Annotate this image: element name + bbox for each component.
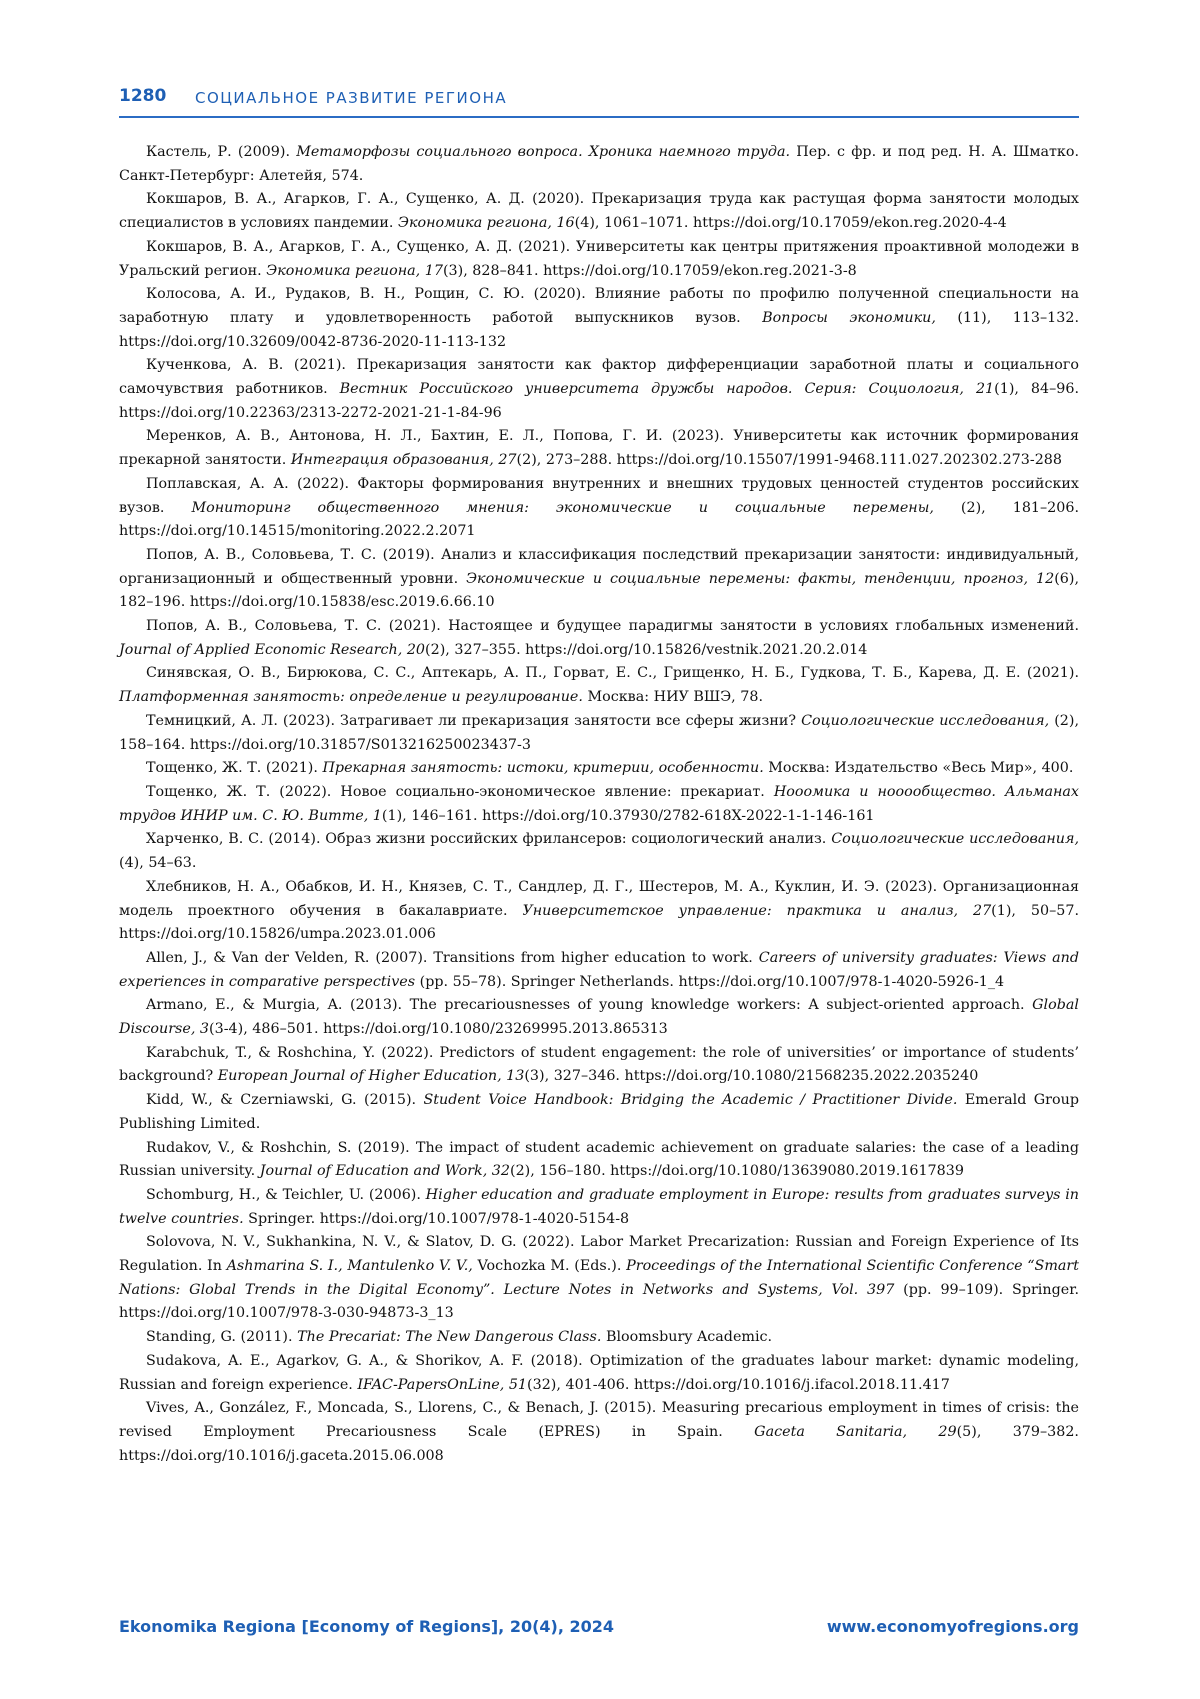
reference-entry	[119, 1042, 1079, 1089]
reference-source-italic: Экономика региона, 16	[398, 215, 575, 232]
reference-entry	[119, 615, 1079, 662]
reference-entry	[119, 1326, 1079, 1350]
reference-source-italic: Экономика региона, 17	[266, 262, 443, 279]
reference-source-italic: Ashmarina S. I., Mantulenko V. V.,	[226, 1258, 473, 1275]
reference-text: (2), 158–164. https://doi.org/10.31857/S013216250023437-3	[119, 712, 1080, 753]
reference-text: Schomburg, H., & Teichler, U. (2006).	[146, 1186, 426, 1203]
reference-entry	[119, 828, 1079, 875]
reference-text: (pp. 99–109). Springer. https://doi.org/10.1007/978-3-030-94873-3_13	[119, 1281, 1080, 1322]
reference-text: Пер. с фр. и под ред. Н. А. Шматко. Санкт-Петербург: Алетейя, 574.	[119, 144, 1079, 184]
reference-text: Харченко, В. С. (2014). Образ жизни российских фрилансеров: социологический анализ.	[146, 831, 832, 848]
reference-text: (pp. 55–78). Springer Netherlands. https://doi.org/10.1007/978-1-4020-5926-1_4	[415, 973, 1005, 990]
reference-source-italic: Прекарная занятость: истоки, критерии, особенности.	[322, 760, 764, 777]
section-title: СОЦИАЛЬНОЕ РАЗВИТИЕ РЕГИОНА	[195, 89, 508, 107]
reference-entry	[119, 1397, 1079, 1468]
reference-text: Standing, G. (2011).	[146, 1329, 298, 1346]
journal-website-link[interactable]: www.economyofregions.org	[826, 1617, 1079, 1636]
reference-source-italic: IFAC-PapersOnLine, 51	[357, 1376, 528, 1393]
reference-text: (1), 146–161. https://doi.org/10.37930/2782-618X-2022-1-1-146-161	[381, 807, 875, 824]
journal-citation: Ekonomika Regiona [Economy of Regions], 20(4), 2024	[119, 1617, 615, 1636]
reference-entry	[119, 994, 1079, 1041]
reference-text: Кученкова, А. В. (2021). Прекаризация занятости как фактор дифференциации заработной платы и социального самочувствия работников.	[119, 357, 1079, 398]
reference-entry	[119, 1184, 1079, 1231]
reference-text: Москва: НИУ ВШЭ, 78.	[582, 689, 764, 706]
reference-text: (32), 401-406. https://doi.org/10.1016/j.ifacol.2018.11.417	[527, 1376, 950, 1393]
reference-entry	[119, 757, 1079, 781]
reference-entry	[119, 710, 1079, 757]
reference-entry	[119, 473, 1079, 544]
header-divider	[119, 116, 1079, 118]
reference-text: Armano, E., & Murgia, A. (2013). The precariousnesses of young knowledge workers: A subject-oriented approach.	[146, 997, 1033, 1014]
reference-entry	[119, 141, 1079, 188]
reference-text: Кокшаров, В. А., Агарков, Г. А., Сущенко, А. Д. (2020). Прекаризация труда как растущая форма занятости молодых специалистов в условиях пандемии.	[119, 191, 1079, 232]
reference-text: Попов, А. В., Соловьева, Т. С. (2021). Настоящее и будущее парадигмы занятости в условиях глобальных изменений.	[146, 618, 1079, 635]
reference-entry	[119, 354, 1079, 425]
reference-text: Кастель, Р. (2009).	[146, 144, 297, 160]
reference-source-italic: Вопросы экономики,	[762, 309, 936, 326]
reference-entry	[119, 188, 1079, 235]
reference-list	[119, 141, 1079, 1468]
reference-source-italic: Экономические и социальные перемены: факты, тенденции, прогноз, 12	[466, 570, 1055, 587]
reference-entry	[119, 1089, 1079, 1136]
reference-entry	[119, 544, 1079, 615]
reference-source-italic: Университетское управление: практика и анализ, 27	[522, 902, 992, 919]
reference-text: Колосова, А. И., Рудаков, В. Н., Рощин, С. Ю. (2020). Влияние работы по профилю полученной специальности на заработную плату и удовлетворенность работой выпускников вузов.	[119, 286, 1079, 326]
reference-source-italic: Социологические исследования,	[801, 712, 1050, 729]
reference-source-italic: Платформенная занятость: определение и регулирование.	[119, 689, 583, 706]
reference-text: (2), 273–288. https://doi.org/10.15507/1991-9468.111.027.202302.273-288	[516, 452, 1062, 469]
reference-entry	[119, 781, 1079, 828]
reference-text: Kidd, W., & Czerniawski, G. (2015).	[146, 1092, 424, 1109]
reference-source-italic: The Precariat: The New Dangerous Class.	[297, 1329, 602, 1346]
reference-source-italic: Мониторинг общественного мнения: экономические и социальные перемены,	[191, 499, 934, 516]
reference-text: Vochozka M. (Eds.).	[472, 1258, 627, 1275]
reference-text: (4), 1061–1071. https://doi.org/10.17059/ekon.reg.2020-4-4	[574, 215, 1007, 232]
reference-source-italic: Gaceta Sanitaria, 29	[754, 1423, 957, 1440]
reference-text: (3), 828–841. https://doi.org/10.17059/ekon.reg.2021-3-8	[442, 262, 857, 279]
reference-text: (2), 181–206. https://doi.org/10.14515/monitoring.2022.2.2071	[119, 499, 1079, 540]
page-header	[119, 86, 1079, 116]
reference-source-italic: Интеграция образования, 27	[290, 452, 517, 469]
reference-source-italic: Proceedings of the International Scientific Conference “Smart Nations: Global Trends in the Digital Economy”. Lecture Notes in Networks and Systems, Vol. 397	[119, 1258, 1079, 1298]
reference-text: (5), 379–382. https://doi.org/10.1016/j.gaceta.2015.06.008	[119, 1423, 1079, 1464]
reference-entry	[119, 283, 1079, 354]
reference-text: Тощенко, Ж. Т. (2021).	[146, 760, 323, 777]
reference-text: (2), 327–355. https://doi.org/10.15826/vestnik.2021.20.2.014	[425, 641, 868, 658]
reference-text: Меренков, А. В., Антонова, Н. Л., Бахтин, Е. Л., Попова, Г. И. (2023). Университеты как источник формирования прекарной занятости.	[119, 428, 1079, 469]
reference-text: Попов, А. В., Соловьева, Т. С. (2019). Анализ и классификация последствий прекаризации занятости: индивидуальный, организационный и общественный уровни.	[119, 546, 1079, 587]
reference-text: (6), 182–196. https://doi.org/10.15838/esc.2019.6.66.10	[119, 570, 1079, 611]
reference-source-italic: Journal of Education and Work, 32	[259, 1163, 510, 1180]
reference-text: (3-4), 486–501. https://doi.org/10.1080/23269995.2013.865313	[209, 1021, 668, 1038]
reference-text: Rudakov, V., & Roshchin, S. (2019). The impact of student academic achievement on graduate salaries: the case of a leading Russian university.	[119, 1139, 1079, 1180]
reference-text: Синявская, О. В., Бирюкова, С. С., Аптекарь, А. П., Горват, Е. С., Грищенко, Н. Б., Гудкова, Т. Б., Карева, Д. Е. (2021).	[146, 665, 1079, 682]
reference-text: Vives, A., González, F., Moncada, S., Llorens, C., & Benach, J. (2015). Measuring precarious employment in times of crisis: the revised Employment Precariousness Scale (EPRES) in Spain.	[119, 1400, 1079, 1440]
reference-entry	[119, 425, 1079, 472]
reference-source-italic: Социологические исследования,	[831, 831, 1079, 848]
reference-source-italic: Higher education and graduate employment in Europe: results from graduates surveys in twelve countries.	[119, 1186, 1079, 1227]
reference-text: (3), 327–346. https://doi.org/10.1080/21568235.2022.2035240	[524, 1068, 979, 1085]
reference-text: (2), 156–180. https://doi.org/10.1080/13639080.2019.1617839	[510, 1163, 964, 1180]
reference-entry	[119, 236, 1079, 283]
reference-entry	[119, 947, 1079, 994]
reference-entry	[119, 1231, 1079, 1326]
reference-text: Springer. https://doi.org/10.1007/978-1-4020-5154-8	[243, 1210, 630, 1227]
reference-text: (11), 113–132. https://doi.org/10.32609/0042-8736-2020-11-113-132	[119, 309, 1080, 350]
reference-source-italic: Нооомика и нооообщество. Альманах трудов ИНИР им. С. Ю. Витте, 1	[119, 783, 1079, 824]
reference-text: Karabchuk, T., & Roshchina, Y. (2022). Predictors of student engagement: the role of universities’ or importance of students’ background?	[119, 1044, 1079, 1085]
reference-source-italic: Global Discourse, 3	[119, 997, 1079, 1038]
reference-source-italic: Careers of university graduates: Views and experiences in comparative perspectives	[119, 949, 1080, 990]
reference-text: Solovova, N. V., Sukhankina, N. V., & Slatov, D. G. (2022). Labor Market Precarization: Russian and Foreign Experience of Its Regulation. In	[119, 1234, 1079, 1275]
reference-entry	[119, 1137, 1079, 1184]
reference-entry	[119, 1350, 1079, 1397]
reference-text: Тощенко, Ж. Т. (2022). Новое социально-экономическое явление: прекариат.	[146, 783, 774, 800]
reference-text: Москва: Издательство «Весь Мир», 400.	[763, 760, 1074, 777]
reference-text: Кокшаров, В. А., Агарков, Г. А., Сущенко, А. Д. (2021). Университеты как центры притяжения проактивной молодежи в Уральский регион.	[119, 238, 1079, 279]
page-footer	[119, 1617, 1079, 1641]
reference-text: Темницкий, А. Л. (2023). Затрагивает ли прекаризация занятости все сферы жизни?	[146, 712, 802, 729]
reference-text: Sudakova, A. E., Agarkov, G. A., & Shorikov, A. F. (2018). Optimization of the graduates labour market: dynamic modeling, Russian and foreign experience.	[119, 1352, 1079, 1393]
reference-source-italic: Student Voice Handbook: Bridging the Academic / Practitioner Divide.	[423, 1092, 958, 1109]
reference-source-italic: European Journal of Higher Education, 13	[217, 1068, 525, 1085]
reference-text: (1), 84–96. https://doi.org/10.22363/2313-2272-2021-21-1-84-96	[119, 381, 1079, 421]
reference-source-italic: Journal of Applied Economic Research, 20	[119, 641, 426, 658]
page-number: 1280	[119, 86, 167, 106]
reference-text: Bloomsbury Academic.	[601, 1329, 773, 1346]
reference-text: (4), 54–63.	[119, 855, 197, 872]
reference-text: Хлебников, Н. А., Обабков, И. Н., Князев, С. Т., Сандлер, Д. Г., Шестеров, М. А., Куклин, И. Э. (2023). Организационная модель проектного обучения в бакалавриате.	[119, 878, 1079, 919]
reference-text: Поплавская, А. А. (2022). Факторы формирования внутренних и внешних трудовых ценностей студентов российских вузов.	[119, 475, 1079, 516]
reference-source-italic: Метаморфозы социального вопроса. Хроника наемного труда.	[296, 144, 791, 160]
reference-entry	[119, 876, 1079, 947]
reference-text: Emerald Group Publishing Limited.	[119, 1092, 1079, 1132]
reference-entry	[119, 662, 1079, 709]
reference-text: (1), 50–57. https://doi.org/10.15826/umpa.2023.01.006	[119, 902, 1079, 943]
reference-text: Allen, J., & Van der Velden, R. (2007). Transitions from higher education to work.	[146, 949, 759, 966]
reference-source-italic: Вестник Российского университета дружбы народов. Серия: Социология, 21	[339, 381, 995, 398]
